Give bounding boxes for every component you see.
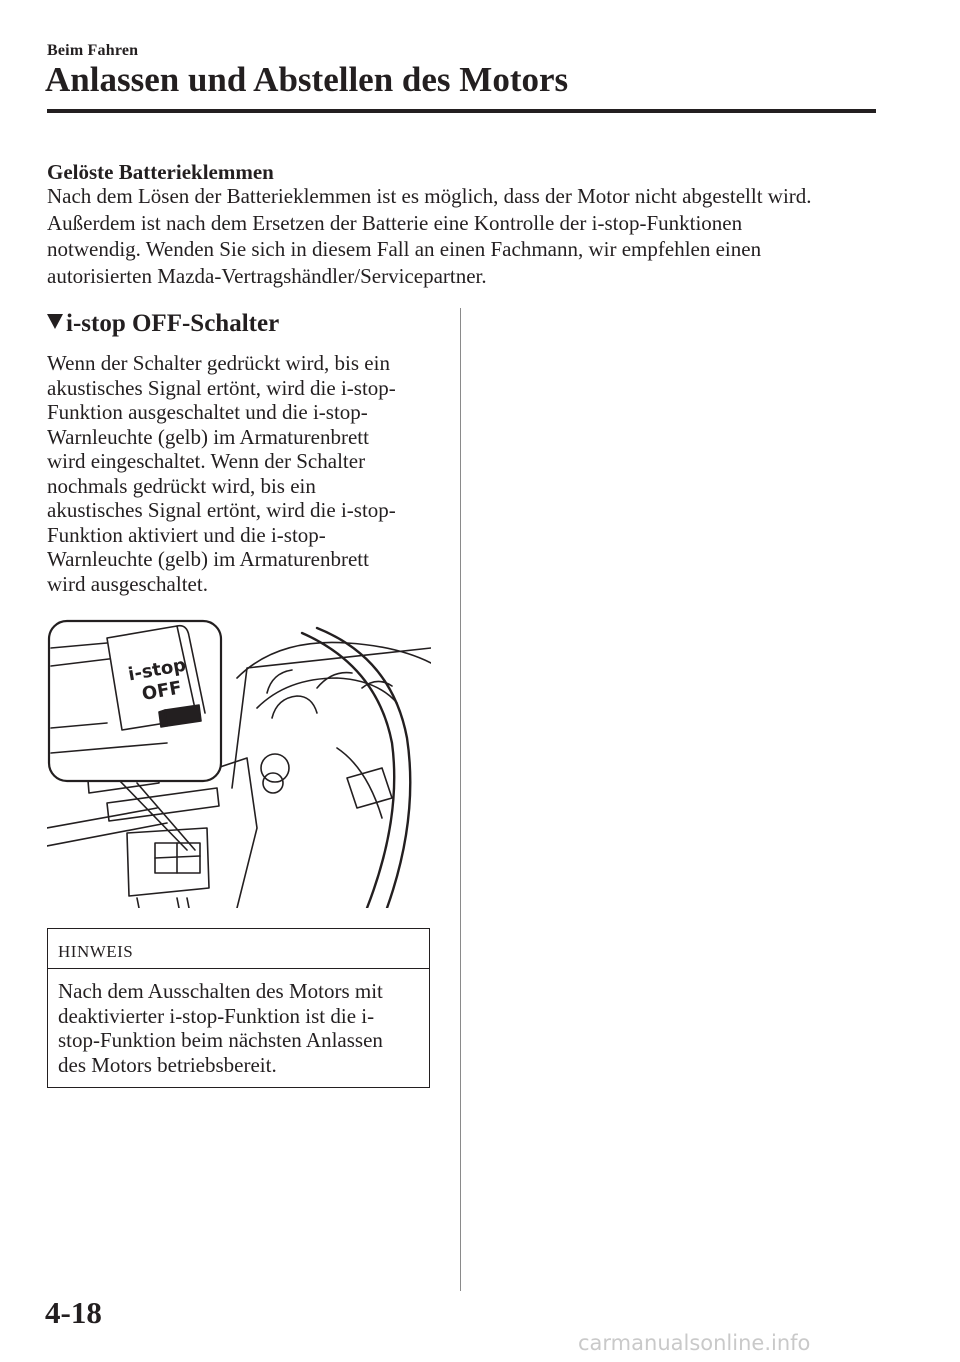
note-text: Nach dem Ausschalten des Motors mit deaktivierter i-stop-Funktion ist die i- stop-Funktion beim nächsten Anlassen des Motors betriebsbereit. xyxy=(58,979,383,1077)
note-header: HINWEIS xyxy=(48,929,429,969)
note-box xyxy=(47,928,430,1088)
page-title: Anlassen und Abstellen des Motors xyxy=(45,60,569,99)
intro-paragraph: Nach dem Lösen der Batterieklemmen ist es möglich, dass der Motor nicht abgestellt wird. Außerdem ist nach dem Ersetzen der Batterie eine Kontrolle der i-stop-Funktionen notwendig. Wenden Sie sich in diesem Fall an einen Fachmann, wir empfehlen einen autorisierten Mazda-Vertragshändler/Servicepartner. xyxy=(47,184,812,288)
intro-heading: Gelöste Batterieklemmen xyxy=(47,160,274,184)
column-divider xyxy=(460,308,461,1291)
title-rule xyxy=(47,109,876,113)
section-paragraph: Wenn der Schalter gedrückt wird, bis ein akustisches Signal ertönt, wird die i-stop- Funktion ausgeschaltet und die i-stop- Warnleuchte (gelb) im Armaturenbrett wird eingeschaltet. Wenn der Schalter nochmals gedrückt wird, bis ein akustisches Signal ertönt, wird die i-stop- Funktion aktiviert und die i-stop- Warnleuchte (gelb) im Armaturenbrett wird ausgeschaltet. xyxy=(47,351,396,596)
page-number: 4-18 xyxy=(45,1295,102,1330)
section-heading-text: i-stop OFF-Schalter xyxy=(66,310,280,337)
button-label-line2: OFF xyxy=(140,677,184,706)
button-label-line1: i-stop xyxy=(126,654,188,686)
section-label: Beim Fahren xyxy=(47,42,139,59)
watermark: carmanualsonline.info xyxy=(578,1331,811,1355)
triangle-bullet-icon xyxy=(47,314,63,329)
istop-switch-illustration xyxy=(47,618,431,908)
section-heading xyxy=(47,310,279,338)
